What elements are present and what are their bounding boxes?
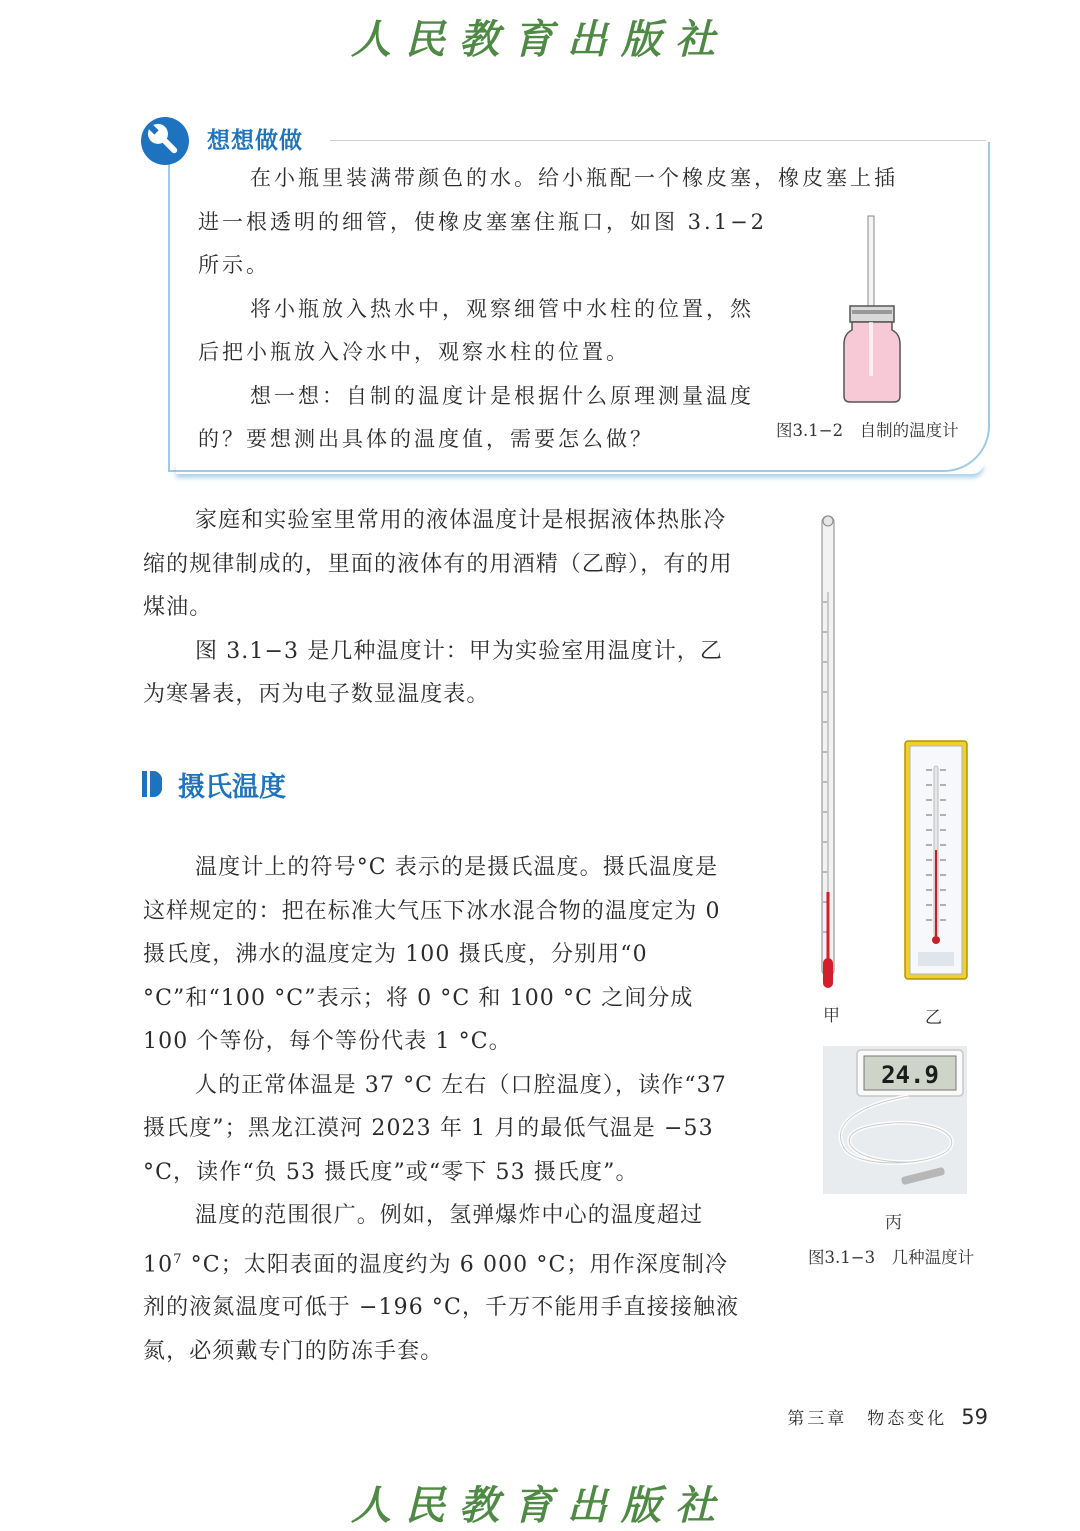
- think-do-para3: 想一想：自制的温度计是根据什么原理测量温度的？要想测出具体的温度值，需要怎么做？: [198, 383, 754, 451]
- think-do-line3: 所示。: [198, 253, 270, 277]
- page-number: 59: [961, 1405, 988, 1429]
- figure-3-1-3-caption: 图3.1−3 几种温度计: [808, 1248, 975, 1267]
- label-bing: 丙: [885, 1213, 902, 1233]
- publisher-header: 人民教育出版社: [351, 16, 729, 63]
- box-top-rule: [330, 140, 986, 141]
- body-text: [143, 499, 741, 717]
- section-para3-b: °C；太阳表面的温度约为 6 000 °C；用作深度制冷剂的液氮温度可低于 −196 °C，千万不能用手直接接触液氮，必须戴专门的防冻手套。: [143, 1251, 740, 1364]
- digital-thermometer-photo: [823, 1046, 967, 1194]
- body-para2: 图 3.1−3 是几种温度计：甲为实验室用温度计，乙为寒暑表，丙为电子数显温度表。: [143, 638, 724, 707]
- section-para3: [143, 1194, 741, 1373]
- figure-3-1-2-caption: 图3.1−2 自制的温度计: [776, 421, 959, 440]
- chapter-title: 第三章 物态变化: [787, 1409, 948, 1429]
- publisher-footer: 人民教育出版社: [351, 1482, 729, 1529]
- think-do-title: 想想做做: [207, 128, 303, 154]
- section-para3-a: 温度的范围很广。例如，氢弹爆炸中心的温度超过 10: [143, 1203, 704, 1277]
- section-para1: 温度计上的符号°C 表示的是摄氏温度。摄氏温度是这样规定的：把在标准大气压下冰水混合物的温度定为 0 摄氏度，沸水的温度定为 100 摄氏度，分别用“0 °C”和“100 °C”表示；将 0 °C 和 100 °C 之间分成 100 个等份，每个等份代表 1 °C。: [143, 855, 721, 1054]
- section-text: [143, 846, 741, 1373]
- section-para3-sup: 7: [173, 1251, 183, 1267]
- wall-thermometer-figure: [904, 740, 968, 980]
- page-footer: [787, 1404, 988, 1429]
- think-do-line1: 在小瓶里装满带颜色的水。给小瓶配一个橡皮塞，橡皮塞上插: [250, 166, 898, 190]
- lab-thermometer-figure: [814, 512, 842, 992]
- think-do-line2: 进一根透明的细管，使橡皮塞塞住瓶口，如图 3.1−2: [198, 209, 768, 234]
- think-do-para2: 将小瓶放入热水中，观察细管中水柱的位置，然后把小瓶放入冷水中，观察水柱的位置。: [198, 296, 754, 364]
- label-yi: 乙: [925, 1008, 942, 1028]
- homemade-thermometer-figure: [838, 214, 906, 404]
- body-para1: 家庭和实验室里常用的液体温度计是根据液体热胀冷缩的规律制成的，里面的液体有的用酒精（乙醇），有的用煤油。: [143, 508, 733, 620]
- label-jia: 甲: [823, 1006, 840, 1026]
- think-do-box-shadow: [176, 462, 984, 474]
- section-para2: 人的正常体温是 37 °C 左右（口腔温度），读作“37 摄氏度”；黑龙江漠河 2023 年 1 月的最低气温是 −53 °C，读作“负 53 摄氏度”或“零下 53 摄氏度”。: [143, 1072, 727, 1185]
- digital-reading: 24.9: [881, 1061, 939, 1089]
- section-marker-icon: [142, 771, 162, 797]
- section-title: 摄氏温度: [178, 772, 286, 803]
- wrench-icon: [141, 117, 189, 165]
